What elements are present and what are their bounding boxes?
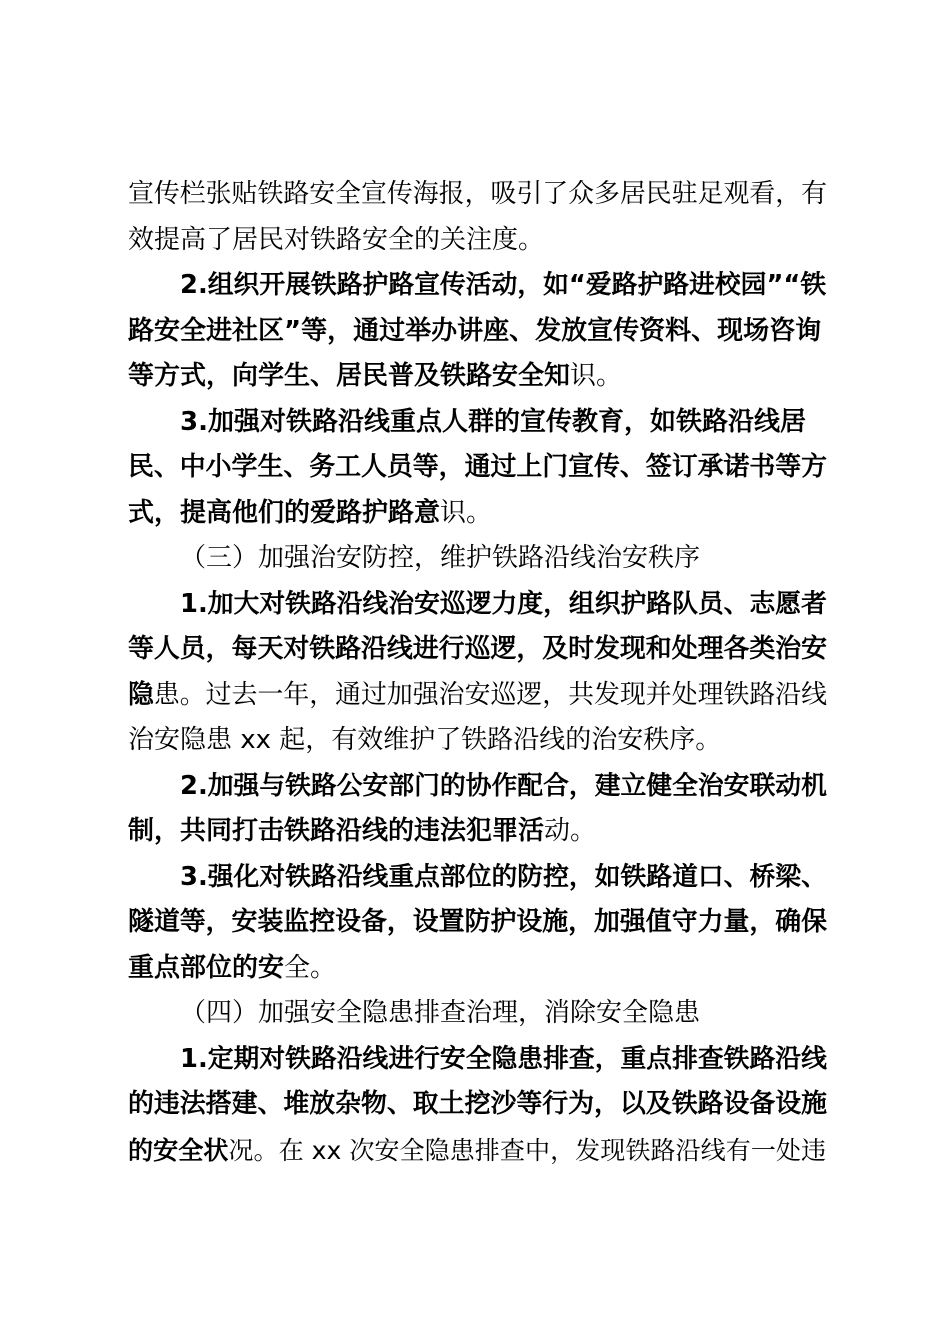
bold-run: 隧道等，安装监控设备，设置防护设施，加强值守力量，确保 <box>128 907 828 937</box>
normal-run: 动。 <box>544 816 597 846</box>
normal-run: 治安隐患 xx 起，有效维护了铁路沿线的治安秩序。 <box>128 725 722 755</box>
bold-run: 3.加强对铁路沿线重点人群的宣传教育，如铁路沿线居 <box>180 406 806 437</box>
normal-run: 识。 <box>570 361 623 391</box>
text-line <box>128 1082 828 1128</box>
text-line <box>128 946 828 992</box>
paragraph-first-line <box>128 1037 828 1083</box>
paragraph-first-line <box>128 400 828 446</box>
text-line <box>128 218 828 264</box>
text-line <box>128 172 828 218</box>
text-line <box>128 809 828 855</box>
bold-run: 3.强化对铁路沿线重点部位的防控，如铁路道口、桥梁、 <box>180 861 827 892</box>
section-heading <box>128 991 828 1037</box>
bold-run: 制，共同打击铁路沿线的违法犯罪活 <box>128 816 545 846</box>
bold-run: 2.加强与铁路公安部门的协作配合，建立健全治安联动机 <box>180 770 827 801</box>
paragraph-first-line <box>128 855 828 901</box>
text-line <box>128 673 828 719</box>
bold-run: 等方式，向学生、居民普及铁路安全知 <box>128 361 571 391</box>
bold-run: 1.加大对铁路沿线治安巡逻力度，组织护路队员、志愿者 <box>180 588 827 619</box>
bold-run: 路安全进社区”等，通过举办讲座、发放宣传资料、现场咨询 <box>128 315 822 346</box>
text-line <box>128 491 828 537</box>
normal-run: （四）加强安全隐患排查治理，消除安全隐患 <box>180 998 701 1028</box>
document-body <box>128 172 828 1173</box>
paragraph-first-line <box>128 582 828 628</box>
bold-run: 的安全状 <box>128 1135 229 1165</box>
normal-run: 患。过去一年，通过加强治安巡逻，共发现并处理铁路沿线 <box>153 679 828 710</box>
normal-run: 宣传栏张贴铁路安全宣传海报，吸引了众多居民驻足观看，有 <box>128 179 828 209</box>
text-line <box>128 900 828 946</box>
text-line <box>128 354 828 400</box>
bold-run: 重点部位的安 <box>128 952 285 983</box>
normal-run: （三）加强治安防控，维护铁路沿线治安秩序 <box>180 543 701 573</box>
bold-run: 的违法搭建、堆放杂物、取土挖沙等行为，以及铁路设备设施 <box>128 1089 828 1119</box>
section-heading <box>128 536 828 582</box>
text-line <box>128 445 828 491</box>
text-line <box>128 309 828 355</box>
bold-run: 1.定期对铁路沿线进行安全隐患排查，重点排查铁路沿线 <box>180 1043 827 1074</box>
bold-run: 等人员，每天对铁路沿线进行巡逻，及时发现和处理各类治安 <box>128 634 828 664</box>
text-line <box>128 718 828 764</box>
normal-run: 识。 <box>440 497 493 528</box>
normal-run: 效提高了居民对铁路安全的关注度。 <box>128 224 545 255</box>
normal-run: 全。 <box>284 952 337 983</box>
paragraph-first-line <box>128 764 828 810</box>
bold-run: 隐 <box>128 679 154 710</box>
bold-run: 2.组织开展铁路护路宣传活动，如“爱路护路进校园”“铁 <box>180 270 827 300</box>
bold-run: 式，提高他们的爱路护路意 <box>128 497 441 528</box>
paragraph-first-line <box>128 263 828 309</box>
bold-run: 民、中小学生、务工人员等，通过上门宣传、签订承诺书等方 <box>128 452 828 482</box>
text-line <box>128 1128 828 1174</box>
normal-run: 况。在 xx 次安全隐患排查中，发现铁路沿线有一处违 <box>228 1135 827 1165</box>
text-line <box>128 627 828 673</box>
